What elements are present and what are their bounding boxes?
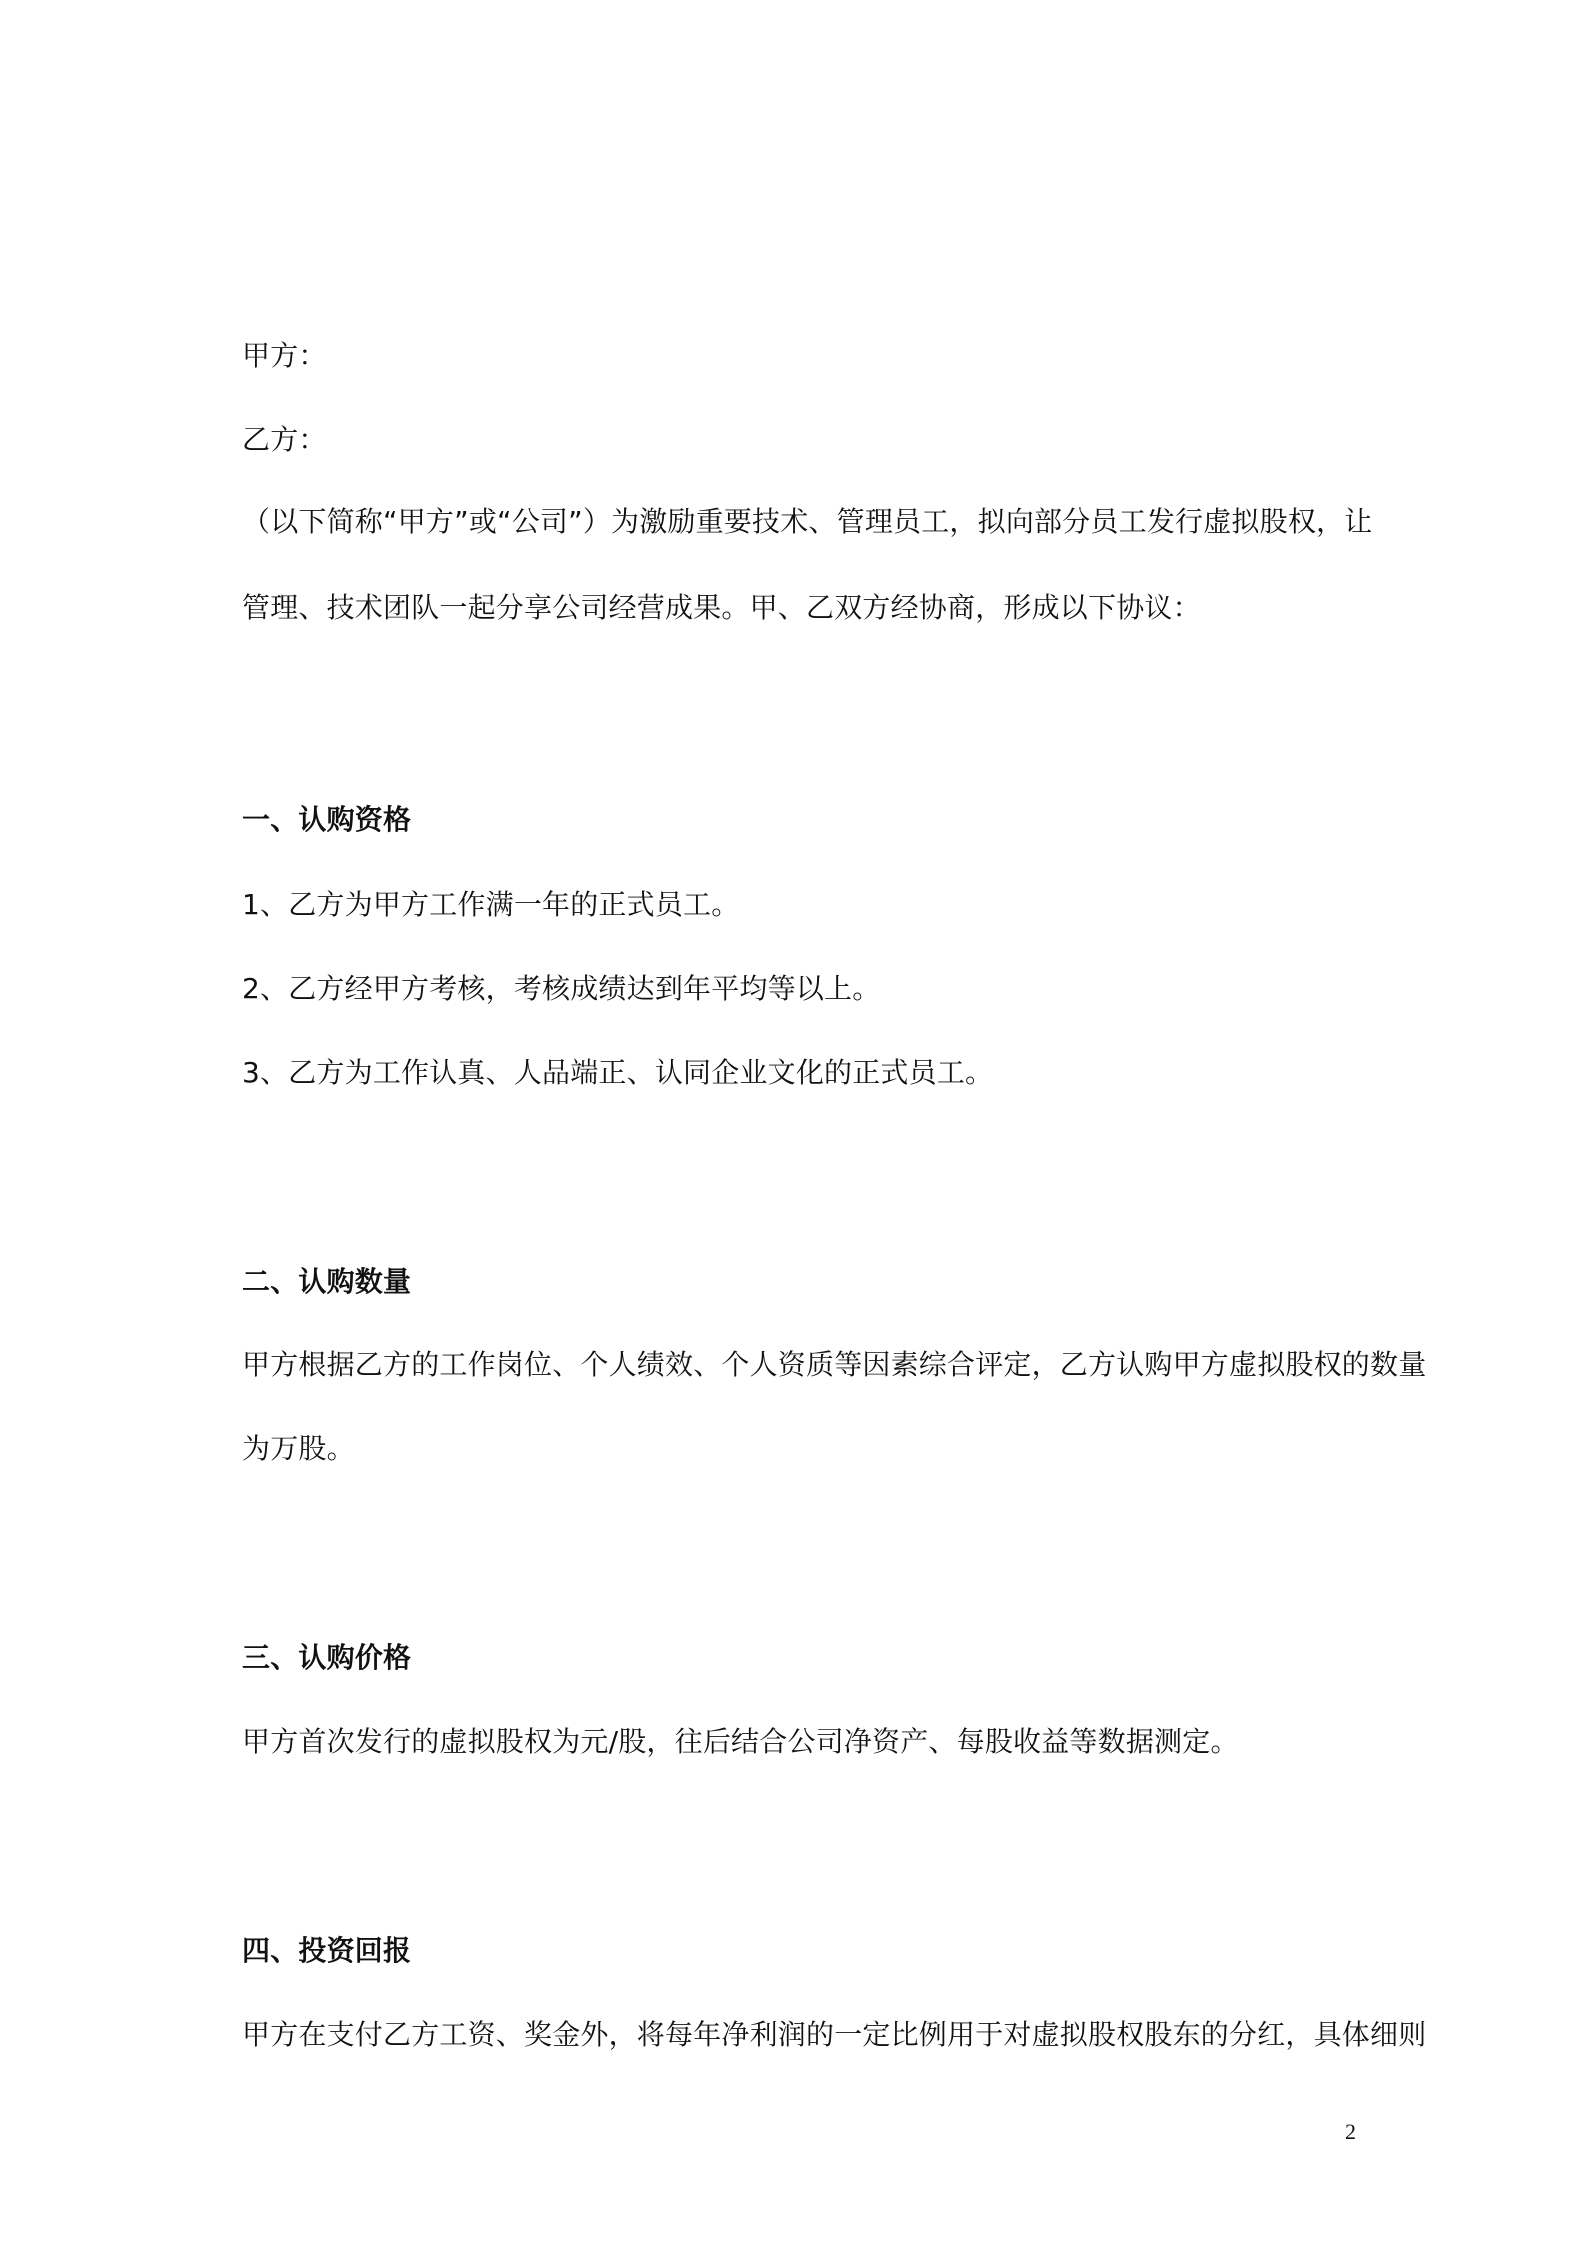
intro-line-1: （以下简称“甲方”或“公司”）为激励重要技术、管理员工，拟向部分员工发行虚拟股权，让 <box>242 505 1373 538</box>
intro-line-2: 管理、技术团队一起分享公司经营成果。甲、乙双方经协商，形成以下协议： <box>242 591 1201 624</box>
price-line-1: 甲方首次发行的虚拟股权为元/股，往后结合公司净资产、每股收益等数据测定。 <box>242 1725 1239 1758</box>
section-heading-quantity: 二、认购数量 <box>242 1265 412 1298</box>
section-heading-price: 三、认购价格 <box>242 1641 412 1674</box>
party-a-label: 甲方： <box>242 339 327 372</box>
eligibility-item-3: 3、乙方为工作认真、人品端正、认同企业文化的正式员工。 <box>242 1056 994 1089</box>
eligibility-item-2: 2、乙方经甲方考核，考核成绩达到年平均等以上。 <box>242 972 881 1005</box>
return-line-1: 甲方在支付乙方工资、奖金外，将每年净利润的一定比例用于对虚拟股权股东的分红，具体细则 <box>242 2018 1427 2051</box>
eligibility-item-1: 1、乙方为甲方工作满一年的正式员工。 <box>242 888 740 921</box>
quantity-line-2: 为万股。 <box>242 1432 355 1465</box>
party-b-label: 乙方： <box>242 423 327 456</box>
page-number: 2 <box>1345 2119 1356 2144</box>
section-heading-return: 四、投资回报 <box>242 1934 412 1967</box>
quantity-line-1: 甲方根据乙方的工作岗位、个人绩效、个人资质等因素综合评定，乙方认购甲方虚拟股权的数量 <box>242 1348 1427 1381</box>
section-heading-eligibility: 一、认购资格 <box>242 803 412 836</box>
